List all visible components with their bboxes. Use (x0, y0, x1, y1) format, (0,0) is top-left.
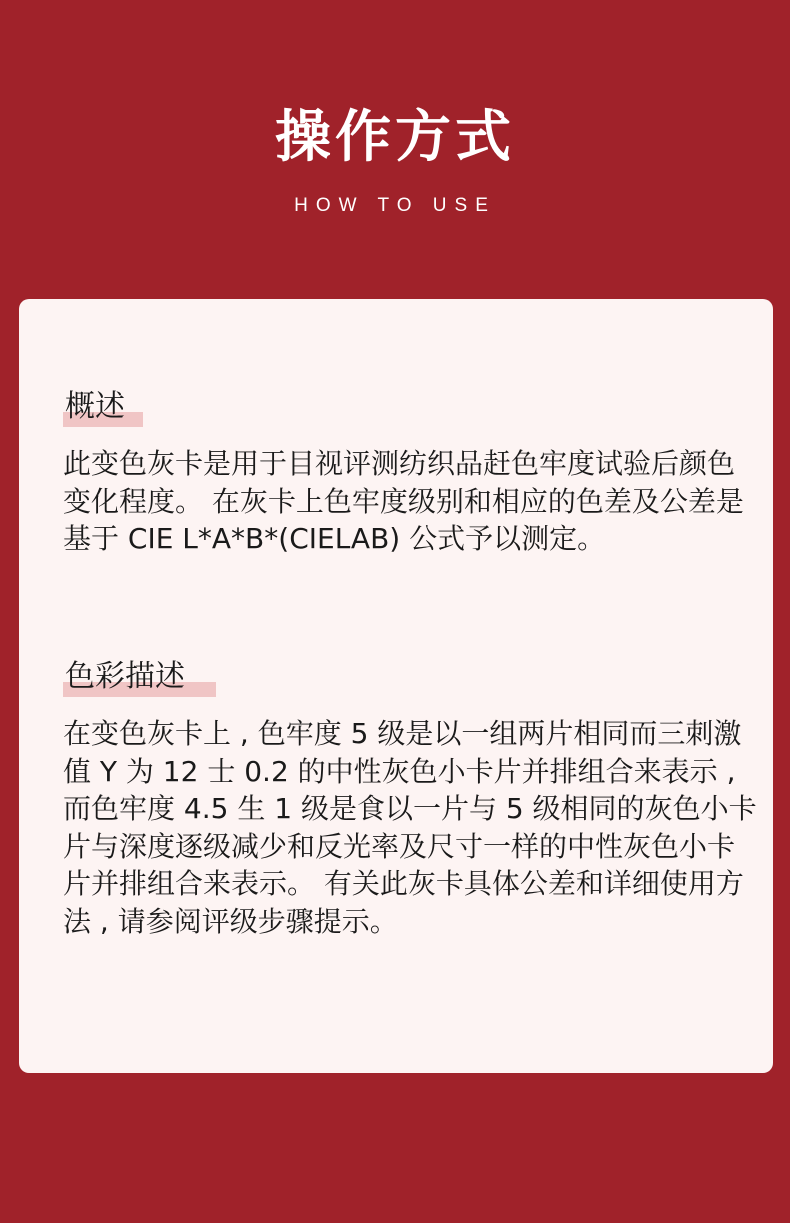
page-subtitle: HOW TO USE (294, 195, 496, 216)
content-card (19, 299, 773, 1073)
section-body-overview: 此变色灰卡是用于目视评测纺织品赶色牢度试验后颜色变化程度。 在灰卡上色牢度级别和相应的色差及公差是基于 CIE L*A*B*(CIELAB) 公式予以测定。 (63, 447, 744, 555)
page-title: 操作方式 (275, 105, 515, 170)
section-heading-text: 色彩描述 (65, 659, 185, 694)
section-body-color-description: 在变色灰卡上 , 色牢度 5 级是以一组两片相同而三刺激值 Y 为 12 士 0.2 的中性灰色小卡片并排组合来表示 , 而色牢度 4.5 生 1 级是食以一片与 5 级相同的灰色小卡片与深度逐级减少和反光率及尺寸一样的中性灰色小卡片并排组合来表示。 有关此灰卡具体公差和详细使用方法 , 请参阅评级步骤提示。 (63, 717, 757, 938)
section-overview (63, 387, 758, 558)
section-heading-overview (63, 387, 125, 427)
section-color-description (63, 657, 758, 940)
section-heading-text: 概述 (65, 389, 125, 424)
section-heading-color-description (63, 657, 185, 697)
